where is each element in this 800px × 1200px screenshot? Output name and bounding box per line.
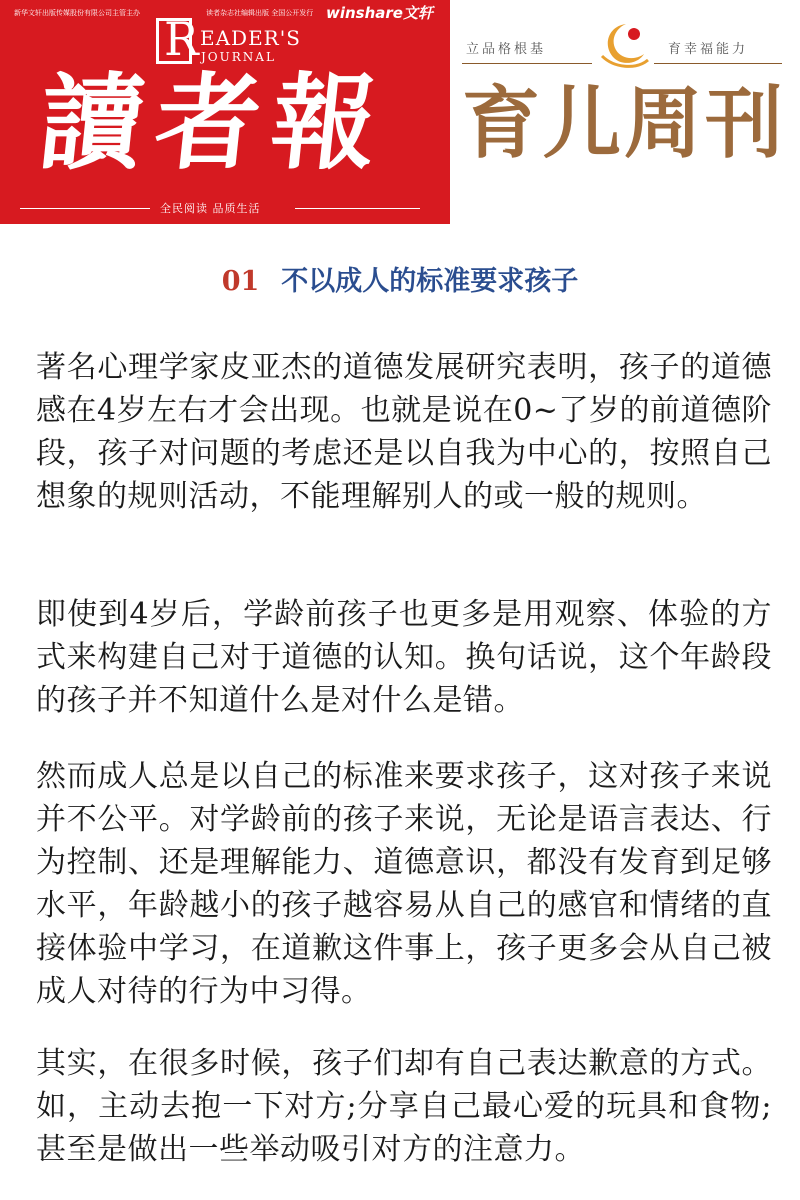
editorial-line: 读者杂志社编辑出版 全国公开发行 bbox=[206, 9, 314, 17]
sun-swirl-logo-icon bbox=[596, 20, 652, 70]
section-heading bbox=[0, 262, 800, 302]
paragraph-2: 即使到4岁后，学龄前孩子也更多是用观察、体验的方式来构建自己对于道德的认知。换句话说，这个年龄段的孩子并不知道什么是对什么是错。 bbox=[36, 597, 772, 718]
tagline-right: 育幸福能力 bbox=[668, 42, 749, 57]
readers-journal-logo bbox=[0, 0, 450, 224]
paragraph-4: 其实，在很多时候，孩子们却有自己表达歉意的方式。如，主动去抱一下对方;分享自己最心爱的玩具和食物;甚至是做出一些举动吸引对方的注意力。 bbox=[36, 1046, 772, 1167]
winshare-brand: winshare文轩 bbox=[326, 4, 433, 22]
tagline-rule-left bbox=[462, 63, 592, 64]
section-number: 01 bbox=[221, 266, 260, 297]
paragraph-3: 然而成人总是以自己的标准来要求孩子，这对孩子来说并不公平。对学龄前的孩子来说，无论是语言表达、行为控制、还是理解能力、道德意识，都没有发育到足够水平，年龄越小的孩子越容易从自己的感官和情绪的直接体验中学习，在道歉这件事上，孩子更多会从自己被成人对待的行为中习得。 bbox=[36, 759, 772, 1009]
publisher-line: 新华文轩出版传媒股份有限公司主管主办 bbox=[14, 9, 140, 17]
logo-r-letter: R bbox=[164, 12, 199, 66]
slogan: 全民阅读 品质生活 bbox=[160, 202, 261, 215]
section-title: 不以成人的标准要求孩子 bbox=[281, 266, 579, 297]
masthead-title: 讀者報 bbox=[33, 61, 395, 184]
weekly-title: 育儿周刊 bbox=[462, 79, 787, 169]
paragraph-1: 著名心理学家皮亚杰的道德发展研究表明，孩子的道德感在4岁左右才会出现。也就是说在0~了岁的前道德阶段，孩子对问题的考虑还是以自我为中心的，按照自己想象的规则活动，不能理解别人的或一般的规则。 bbox=[36, 350, 772, 514]
logo-readers: EADER'S bbox=[200, 26, 301, 50]
tagline-rule-right bbox=[654, 63, 782, 64]
banner bbox=[0, 0, 800, 225]
slogan-divider-right bbox=[295, 208, 420, 209]
tagline-left: 立品格根基 bbox=[466, 42, 547, 57]
slogan-divider-left bbox=[20, 208, 150, 209]
logo-journal: JOURNAL bbox=[201, 50, 276, 64]
